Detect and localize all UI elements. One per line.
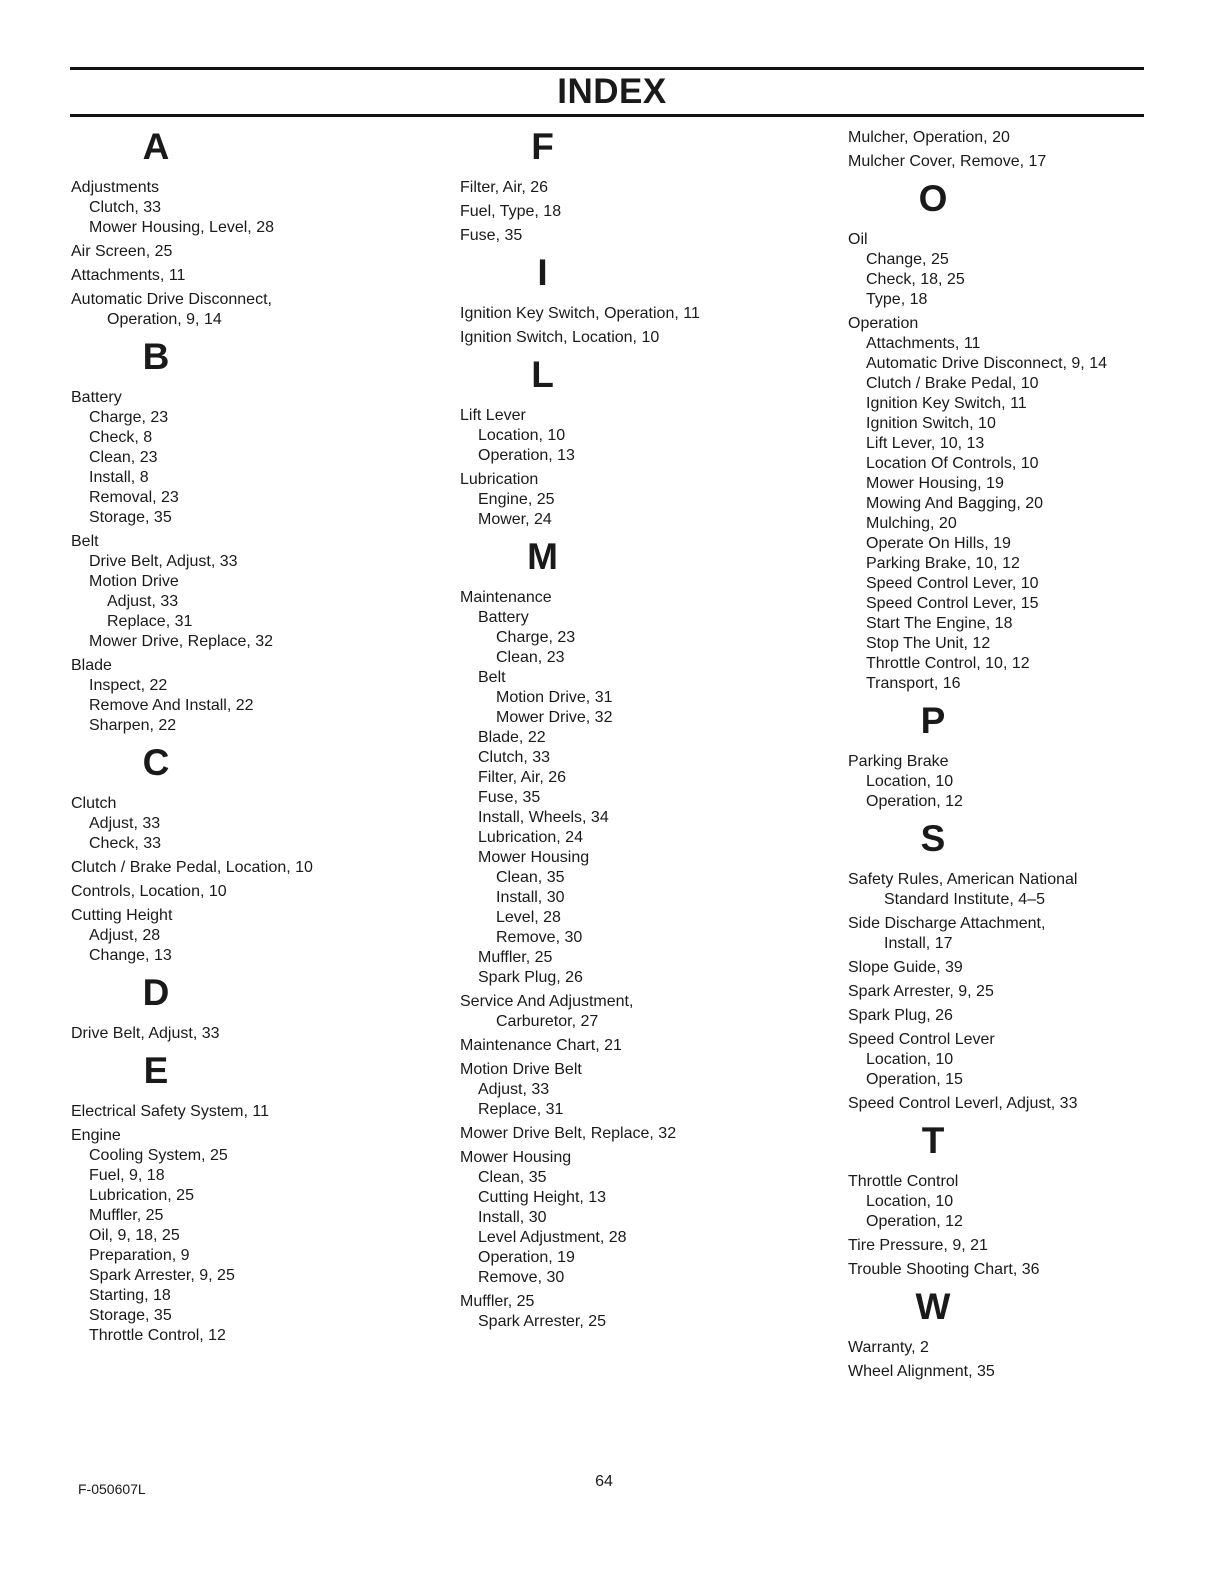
index-entry: Fuse, 35 <box>460 227 523 244</box>
index-column-2 <box>460 120 800 1332</box>
index-entry: Mower Housing <box>460 1149 572 1166</box>
index-subentry: Drive Belt, Adjust, 33 <box>89 553 238 570</box>
index-section <box>460 348 800 530</box>
index-subentry: Location, 10 <box>866 1051 954 1068</box>
index-entry: Speed Control Lever <box>848 1031 995 1048</box>
index-subentry: Lubrication, 25 <box>89 1187 194 1204</box>
index-subentry: Mower Drive, 32 <box>496 709 613 726</box>
section-letter: W <box>915 1286 951 1327</box>
section-letter: F <box>531 126 554 167</box>
index-subentry: Sharpen, 22 <box>89 717 177 734</box>
index-subentry: Check, 18, 25 <box>866 271 965 288</box>
section-letter: S <box>920 818 946 859</box>
index-section <box>460 246 800 348</box>
index-entry: Blade <box>71 657 112 674</box>
index-entry: Slope Guide, 39 <box>848 959 963 976</box>
index-subentry: Mower Housing, 19 <box>866 475 1004 492</box>
index-entry: Maintenance Chart, 21 <box>460 1037 622 1054</box>
index-subentry: Storage, 35 <box>89 1307 172 1324</box>
index-subentry: Operation, 19 <box>478 1249 575 1266</box>
index-subentry: Operate On Hills, 19 <box>866 535 1011 552</box>
index-section <box>848 128 1188 172</box>
index-subentry: Clutch, 33 <box>478 749 551 766</box>
index-subentry: Check, 33 <box>89 835 162 852</box>
index-subentry: Install, 17 <box>884 935 953 952</box>
index-subentry: Cutting Height, 13 <box>478 1189 607 1206</box>
section-letter: B <box>142 336 170 377</box>
index-entry: Clutch <box>71 795 117 812</box>
index-subentry: Level, 28 <box>496 909 561 926</box>
index-entry: Maintenance <box>460 589 552 606</box>
title-rule <box>70 114 1144 117</box>
index-subentry: Adjust, 33 <box>478 1081 550 1098</box>
index-entry: Lubrication <box>460 471 539 488</box>
section-letter: O <box>918 178 948 219</box>
index-entry: Safety Rules, American National <box>848 871 1078 888</box>
index-entry: Oil <box>848 231 868 248</box>
index-subentry: Install, 30 <box>478 1209 547 1226</box>
section-letter: T <box>921 1120 945 1161</box>
index-subentry: Removal, 23 <box>89 489 179 506</box>
index-subentry: Location, 10 <box>866 773 954 790</box>
index-subentry: Oil, 9, 18, 25 <box>89 1227 180 1244</box>
index-entry: Lift Lever <box>460 407 526 424</box>
index-subentry: Carburetor, 27 <box>496 1013 599 1030</box>
index-entry: Electrical Safety System, 11 <box>71 1103 269 1120</box>
index-subentry: Belt <box>478 669 506 686</box>
index-subentry: Operation, 13 <box>478 447 575 464</box>
index-subentry: Speed Control Lever, 15 <box>866 595 1039 612</box>
index-section <box>71 966 411 1044</box>
index-subentry: Level Adjustment, 28 <box>478 1229 627 1246</box>
index-subentry: Type, 18 <box>866 291 928 308</box>
index-entry: Belt <box>71 533 99 550</box>
index-entry: Parking Brake <box>848 753 949 770</box>
index-entry: Operation <box>848 315 919 332</box>
index-entry: Spark Arrester, 9, 25 <box>848 983 994 1000</box>
index-entry: Filter, Air, 26 <box>460 179 549 196</box>
index-entry: Mower Drive Belt, Replace, 32 <box>460 1125 677 1142</box>
index-column-1 <box>71 120 411 1346</box>
index-subentry: Mowing And Bagging, 20 <box>866 495 1044 512</box>
index-entry: Throttle Control <box>848 1173 959 1190</box>
index-entry: Ignition Switch, Location, 10 <box>460 329 660 346</box>
index-subentry: Transport, 16 <box>866 675 961 692</box>
index-subentry: Adjust, 33 <box>89 815 161 832</box>
index-subentry: Stop The Unit, 12 <box>866 635 991 652</box>
index-section <box>71 120 411 330</box>
index-subentry: Inspect, 22 <box>89 677 168 694</box>
section-letter: A <box>142 126 170 167</box>
index-subentry: Clutch / Brake Pedal, 10 <box>866 375 1039 392</box>
index-entry: Side Discharge Attachment, <box>848 915 1046 932</box>
document-code: F-050607L <box>78 1481 146 1497</box>
index-subentry: Remove, 30 <box>478 1269 565 1286</box>
index-subentry: Parking Brake, 10, 12 <box>866 555 1020 572</box>
index-subentry: Charge, 23 <box>496 629 576 646</box>
index-entry: Service And Adjustment, <box>460 993 634 1010</box>
section-letter: D <box>142 972 170 1013</box>
top-rule <box>70 67 1144 70</box>
index-subentry: Lubrication, 24 <box>478 829 583 846</box>
section-letter: P <box>920 700 946 741</box>
index-entry: Muffler, 25 <box>460 1293 535 1310</box>
index-section <box>460 530 800 1332</box>
section-letter: E <box>143 1050 169 1091</box>
index-entry: Wheel Alignment, 35 <box>848 1363 995 1380</box>
index-subentry: Install, Wheels, 34 <box>478 809 609 826</box>
index-subentry: Ignition Switch, 10 <box>866 415 996 432</box>
index-subentry: Clutch, 33 <box>89 199 162 216</box>
page-title: INDEX <box>557 72 667 111</box>
index-section <box>848 812 1188 1114</box>
index-subentry: Clean, 23 <box>496 649 565 666</box>
index-subentry: Check, 8 <box>89 429 153 446</box>
index-subentry: Adjust, 28 <box>89 927 161 944</box>
index-section <box>460 120 800 246</box>
index-section <box>848 172 1188 694</box>
index-subentry: Blade, 22 <box>478 729 546 746</box>
index-subentry: Ignition Key Switch, 11 <box>866 395 1027 412</box>
section-letter: M <box>527 536 558 577</box>
index-subentry: Mulching, 20 <box>866 515 957 532</box>
index-subentry: Mower Housing <box>478 849 590 866</box>
index-subentry: Automatic Drive Disconnect, 9, 14 <box>866 355 1107 372</box>
index-entry: Air Screen, 25 <box>71 243 173 260</box>
index-subentry: Clean, 35 <box>496 869 565 886</box>
index-entry: Fuel, Type, 18 <box>460 203 562 220</box>
index-entry: Motion Drive Belt <box>460 1061 582 1078</box>
index-section <box>71 1044 411 1346</box>
index-entry: Trouble Shooting Chart, 36 <box>848 1261 1040 1278</box>
index-entry: Tire Pressure, 9, 21 <box>848 1237 988 1254</box>
index-subentry: Remove, 30 <box>496 929 583 946</box>
index-section <box>71 736 411 966</box>
index-subentry: Muffler, 25 <box>89 1207 164 1224</box>
index-subentry: Operation, 12 <box>866 1213 963 1230</box>
index-subentry: Fuse, 35 <box>478 789 541 806</box>
index-entry: Ignition Key Switch, Operation, 11 <box>460 305 700 322</box>
index-subentry: Clean, 23 <box>89 449 158 466</box>
page-number: 64 <box>595 1473 613 1490</box>
index-subentry: Speed Control Lever, 10 <box>866 575 1039 592</box>
index-subentry: Mower Drive, Replace, 32 <box>89 633 274 650</box>
index-entry: Speed Control Leverl, Adjust, 33 <box>848 1095 1078 1112</box>
section-letter: I <box>537 252 548 293</box>
index-subentry: Location, 10 <box>866 1193 954 1210</box>
index-subentry: Battery <box>478 609 529 626</box>
index-entry: Cutting Height <box>71 907 173 924</box>
index-subentry: Throttle Control, 12 <box>89 1327 226 1344</box>
index-subentry: Location Of Controls, 10 <box>866 455 1039 472</box>
index-subentry: Filter, Air, 26 <box>478 769 567 786</box>
index-subentry: Location, 10 <box>478 427 566 444</box>
index-section <box>848 694 1188 812</box>
index-subentry: Remove And Install, 22 <box>89 697 254 714</box>
index-entry: Drive Belt, Adjust, 33 <box>71 1025 220 1042</box>
index-subentry: Charge, 23 <box>89 409 169 426</box>
section-letter: C <box>142 742 170 783</box>
index-subentry: Operation, 12 <box>866 793 963 810</box>
index-subentry: Change, 25 <box>866 251 949 268</box>
index-entry: Adjustments <box>71 179 160 196</box>
index-subentry: Mower, 24 <box>478 511 552 528</box>
index-entry: Attachments, 11 <box>71 267 186 284</box>
index-subentry: Throttle Control, 10, 12 <box>866 655 1030 672</box>
index-entry: Battery <box>71 389 122 406</box>
index-column-3 <box>848 124 1188 1382</box>
section-letter: L <box>531 354 554 395</box>
index-subentry: Spark Arrester, 9, 25 <box>89 1267 235 1284</box>
index-section <box>848 1280 1188 1382</box>
index-entry: Controls, Location, 10 <box>71 883 227 900</box>
index-entry: Clutch / Brake Pedal, Location, 10 <box>71 859 313 876</box>
index-entry: Warranty, 2 <box>848 1339 929 1356</box>
index-entry: Mulcher, Operation, 20 <box>848 129 1010 146</box>
index-subentry: Cooling System, 25 <box>89 1147 228 1164</box>
index-subentry: Motion Drive, 31 <box>496 689 613 706</box>
index-subentry: Change, 13 <box>89 947 172 964</box>
index-section <box>71 330 411 736</box>
index-subentry: Starting, 18 <box>89 1287 171 1304</box>
index-entry: Spark Plug, 26 <box>848 1007 953 1024</box>
index-entry: Automatic Drive Disconnect, <box>71 291 272 308</box>
index-subentry: Clean, 35 <box>478 1169 547 1186</box>
index-subentry: Replace, 31 <box>107 613 193 630</box>
index-subentry: Adjust, 33 <box>107 593 179 610</box>
index-entry: Mulcher Cover, Remove, 17 <box>848 153 1047 170</box>
index-subentry: Standard Institute, 4–5 <box>884 891 1045 908</box>
index-subentry: Operation, 15 <box>866 1071 963 1088</box>
index-subentry: Install, 30 <box>496 889 565 906</box>
index-subentry: Replace, 31 <box>478 1101 564 1118</box>
index-subentry: Engine, 25 <box>478 491 555 508</box>
index-subentry: Fuel, 9, 18 <box>89 1167 165 1184</box>
index-subentry: Motion Drive <box>89 573 179 590</box>
index-subentry: Operation, 9, 14 <box>107 311 222 328</box>
index-subentry: Muffler, 25 <box>478 949 553 966</box>
index-subentry: Install, 8 <box>89 469 149 486</box>
index-entry: Engine <box>71 1127 121 1144</box>
index-subentry: Storage, 35 <box>89 509 172 526</box>
index-subentry: Lift Lever, 10, 13 <box>866 435 985 452</box>
index-subentry: Attachments, 11 <box>866 335 981 352</box>
index-subentry: Spark Arrester, 25 <box>478 1313 607 1330</box>
index-section <box>848 1114 1188 1280</box>
index-subentry: Mower Housing, Level, 28 <box>89 219 274 236</box>
index-subentry: Start The Engine, 18 <box>866 615 1013 632</box>
index-subentry: Preparation, 9 <box>89 1247 190 1264</box>
index-subentry: Spark Plug, 26 <box>478 969 583 986</box>
